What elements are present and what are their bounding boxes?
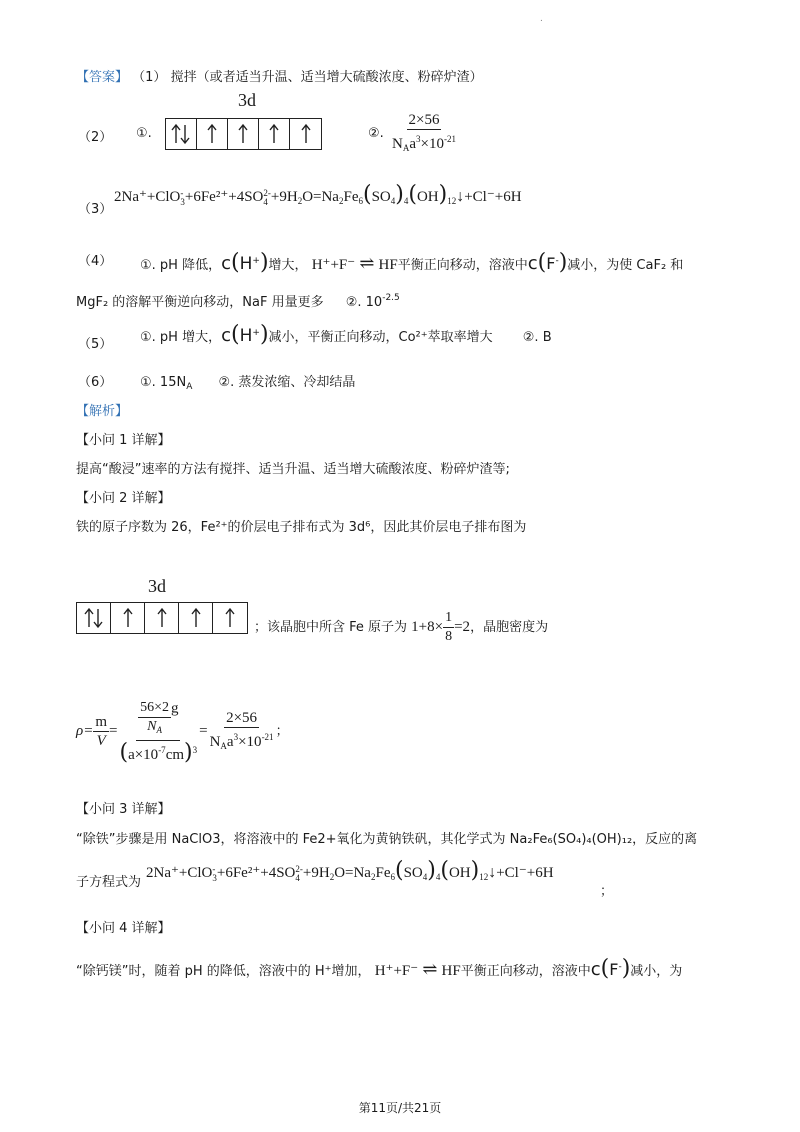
ionic-equation-2: 2Na⁺+ClO - 3 +6Fe²⁺+4SO 2- 4 $+9H_2O=Na_2Fe_6(SO_4)_4(OH)_{12}↓+Cl^-+6H$	[146, 858, 554, 883]
orbital-label-3d-2: 3d	[148, 576, 166, 596]
section-2-fe-count: ；该晶胞中所含 Fe 原子为 1+8× $\frac{1}{8}$ =2，晶胞密度为	[254, 610, 549, 644]
orbital-box-paired	[166, 119, 197, 149]
q2-part2-label: ②.	[368, 126, 384, 141]
orbital-box-2	[197, 119, 228, 149]
orbital-diagram-2	[76, 602, 248, 634]
up-arrow-icon	[237, 123, 249, 145]
orbital-box-paired	[77, 603, 111, 633]
up-arrow-icon	[156, 607, 168, 629]
up-arrow-icon	[190, 607, 202, 629]
q2-number: （2）	[78, 130, 113, 145]
q4-line-2: MgF₂ 的溶解平衡逆向移动，NaF 用量更多 ②. $10^{-2.5}$	[76, 293, 400, 310]
section-2-heading: 【小问 2 详解】	[76, 491, 171, 506]
up-arrow-icon	[300, 123, 312, 145]
q4-number: （4）	[78, 254, 113, 269]
fraction-denominator: $N_Aa^3\times 10^{-21}$	[392, 134, 456, 153]
q5-number: （5）	[78, 337, 113, 352]
page-footer: 第11页/共21页	[358, 1101, 442, 1115]
up-arrow-icon	[224, 607, 236, 629]
orbital-box-3	[145, 603, 179, 633]
section-3-end: ；	[600, 884, 614, 899]
up-arrow-icon	[122, 607, 134, 629]
section-1-text: 提高“酸浸”速率的方法有搅拌、适当升温、适当增大硫酸浓度、粉碎炉渣等;	[76, 462, 510, 477]
orbital-box-5	[213, 603, 247, 633]
fraction-numerator: 2×56	[408, 112, 440, 128]
up-down-arrows-icon	[82, 607, 106, 629]
corner-mark: .	[540, 14, 543, 24]
q5-line: ①. pH 增大，c(H+)减小，平衡正向移动，Co²⁺萃取率增大 ②. B	[140, 322, 552, 347]
q2-fraction	[390, 112, 458, 156]
section-4-heading: 【小问 4 详解】	[76, 921, 171, 936]
answer-line-1	[76, 66, 483, 85]
section-3-text: “除铁”步骤是用 NaClO3，将溶液中的 Fe2+氧化为黄钠铁矾，其化学式为 Na₂Fe₆(SO₄)₄(OH)₁₂，反应的离	[76, 832, 698, 847]
orbital-box-2	[111, 603, 145, 633]
q1-text: 搅拌（或者适当升温、适当增大硫酸浓度、粉碎炉渣）	[170, 70, 483, 85]
orbital-box-3	[228, 119, 259, 149]
up-arrow-icon	[268, 123, 280, 145]
section-1-heading: 【小问 1 详解】	[76, 433, 171, 448]
orbital-label-3d: 3d	[238, 90, 256, 110]
q6-number: （6）	[78, 375, 113, 390]
up-arrow-icon	[206, 123, 218, 145]
q1-number: （1）	[132, 70, 167, 85]
section-4-text: “除钙镁”时，随着 pH 的降低，溶液中的 H⁺增加， H⁺+F⁻ ⇌ HF平衡正向移动，溶液中c(F-)减小，为	[76, 956, 683, 981]
orbital-box-4	[179, 603, 213, 633]
q3-number: （3）	[78, 202, 113, 217]
up-down-arrows-icon	[169, 123, 193, 145]
analysis-tag: 【解析】	[76, 404, 129, 419]
q2-part1-label: ①.	[136, 126, 152, 141]
section-3-heading: 【小问 3 详解】	[76, 802, 171, 817]
orbital-box-5	[290, 119, 321, 149]
q4-line-1: ①. pH 降低，c(H+)增大， H⁺+F⁻ ⇌ HF平衡正向移动，溶液中c(F-)减小，为使 CaF₂ 和	[140, 250, 684, 275]
orbital-diagram	[165, 118, 322, 150]
section-3-text-2: 子方程式为	[76, 875, 142, 890]
density-equation: ρ= $\frac{m}{V}$ = $\frac{56\times 2}{N_A}$ g $(a\times 10^{-7}cm)^3$ = $\frac{2\times 56}{N_Aa^3\times 10^{-21}}$ ；	[76, 700, 289, 765]
answer-tag: 【答案】	[76, 70, 129, 85]
ionic-equation-1: 2Na⁺+ClO - 3 +6Fe²⁺+4SO 2- 4 $+9H_2O=Na_2Fe_6(SO_4)_4(OH)_{12}↓+Cl^-+6H$	[114, 182, 522, 207]
q6-line: ①. $15N_A$ ②. 蒸发浓缩、冷却结晶	[140, 375, 356, 392]
section-2-text: 铁的原子序数为 26，Fe²⁺的价层电子排布式为 3d⁶，因此其价层电子排布图为	[76, 520, 527, 535]
orbital-box-4	[259, 119, 290, 149]
